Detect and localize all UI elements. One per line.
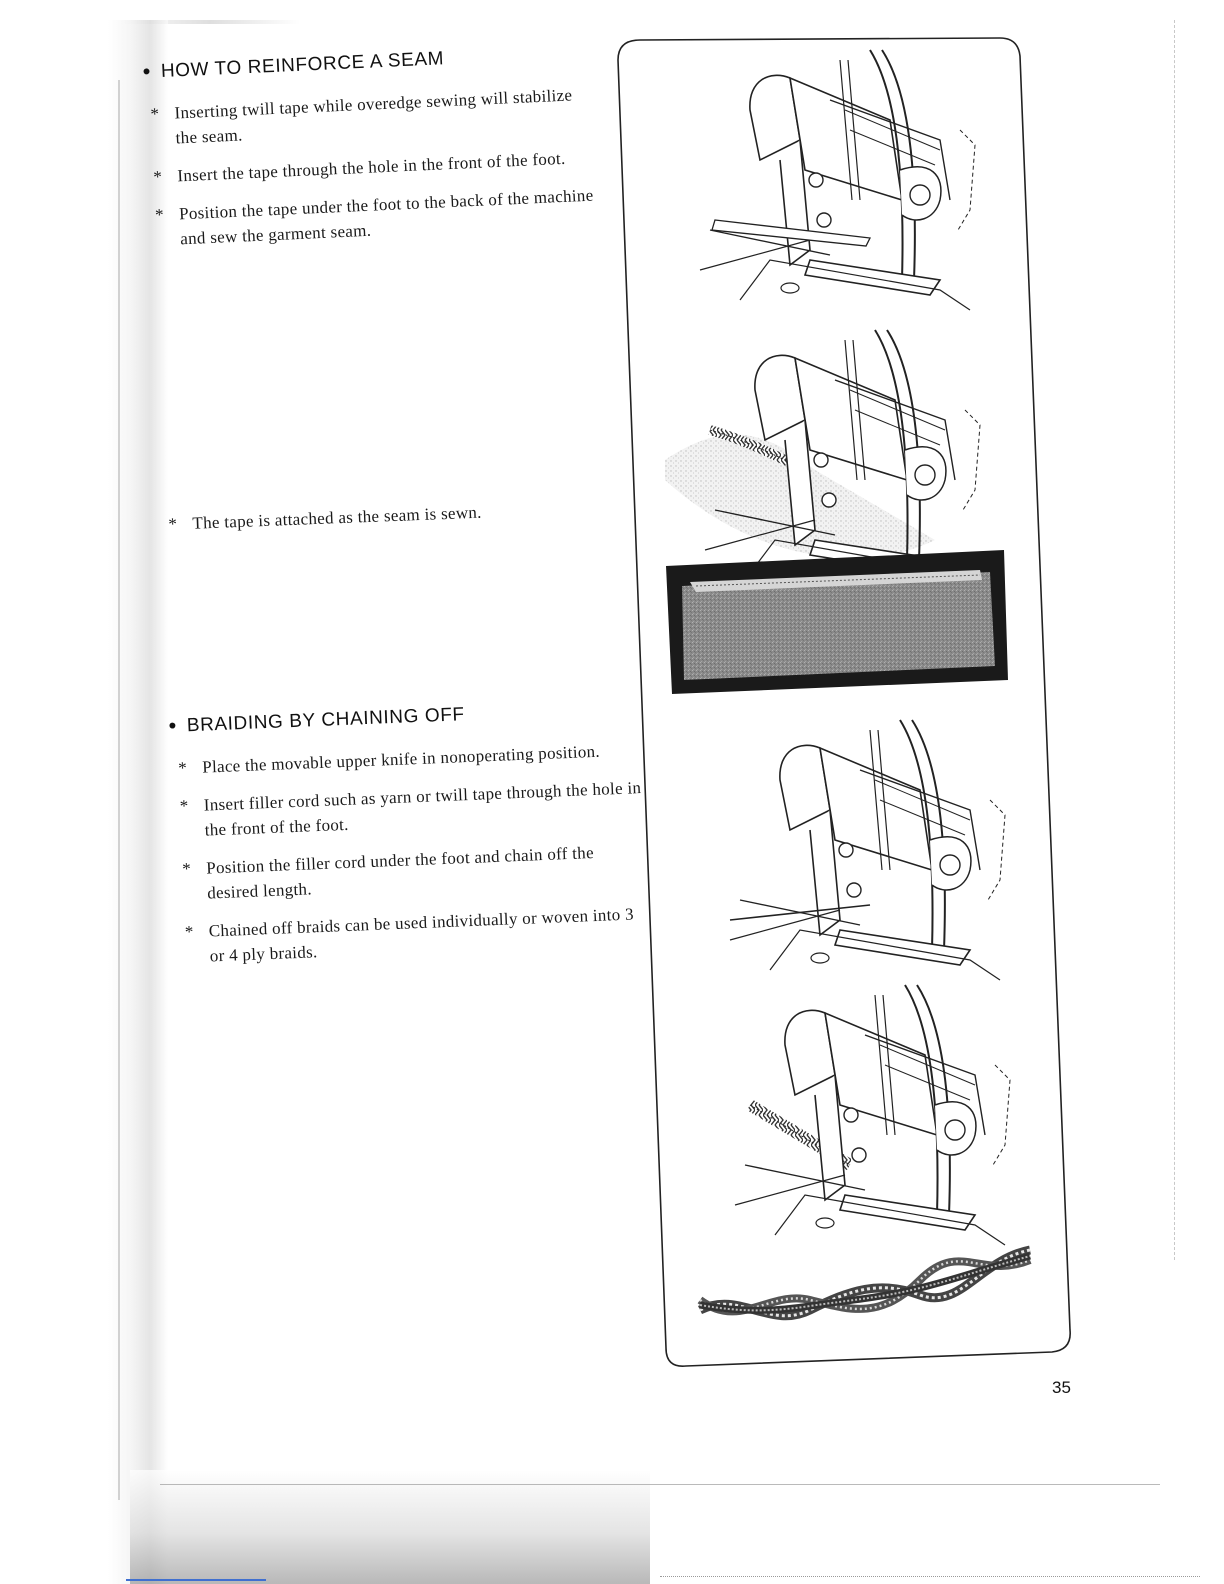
woven-braid-illustration [700,1250,1030,1316]
list-item [170,737,641,781]
illustration-panel [600,30,1080,1380]
reinforce-seam-heading [142,37,611,84]
scan-blue-mark [126,1579,266,1581]
heading-text: BRAIDING BY CHAINING OFF [186,704,466,737]
asterisk-marker: * [184,922,195,942]
asterisk-marker: * [181,859,192,879]
scan-bottom-shadow [130,1470,650,1584]
list-item [176,901,648,970]
page-bottom-edge [160,1484,1160,1485]
list-item-text: Insert filler cord such as yarn or twill tape through the hole in the front of the foot. [203,778,642,840]
braiding-heading [168,693,639,738]
heading-text: HOW TO REINFORCE A SEAM [160,48,445,83]
asterisk-marker: * [177,758,188,778]
finished-taped-seam-photo [666,550,1008,694]
asterisk-marker: * [154,205,165,225]
list-item [147,182,619,253]
heading-bullet: • [168,712,178,738]
presser-foot-with-tape-illustration [700,50,975,310]
tape-attached-note [160,495,613,537]
list-item-text: Chained off braids can be used individually or woven into 3 or 4 ply braids. [208,904,635,966]
heading-bullet: • [142,58,152,84]
asterisk-marker: * [150,104,160,124]
reinforce-seam-section [140,37,619,266]
list-item-text: Insert the tape through the hole in the front of the foot. [176,148,566,186]
list-item-text: Position the tape under the foot to the back of the machine and sew the garment seam. [178,185,594,249]
list-item-text: Inserting twill tape while overedge sewing will stabilize the seam. [174,85,573,148]
asterisk-marker: * [168,514,178,534]
braiding-steps [170,737,648,970]
list-item [160,495,613,537]
presser-foot-chaining-off-illustration [735,985,1010,1245]
presser-foot-sewing-seam-illustration [665,330,980,590]
list-item-text: Place the movable upper knife in nonoperating position. [201,741,601,777]
braiding-section [168,693,648,983]
asterisk-marker: * [179,796,189,816]
list-item [145,144,616,190]
list-item [174,838,646,907]
presser-foot-filler-cord-illustration [730,720,1005,980]
asterisk-marker: * [152,167,163,187]
reinforce-steps [142,81,618,253]
page-right-edge [1174,20,1176,1260]
list-item-text: The tape is attached as the seam is sewn. [192,502,483,533]
list-item [142,81,596,151]
scan-footer-dots [660,1576,1200,1578]
list-item-text: Position the filler cord under the foot and chain off the desired length. [205,843,595,903]
page-number: 35 [1052,1378,1071,1397]
page-left-edge [118,80,120,1500]
list-item [171,775,643,844]
